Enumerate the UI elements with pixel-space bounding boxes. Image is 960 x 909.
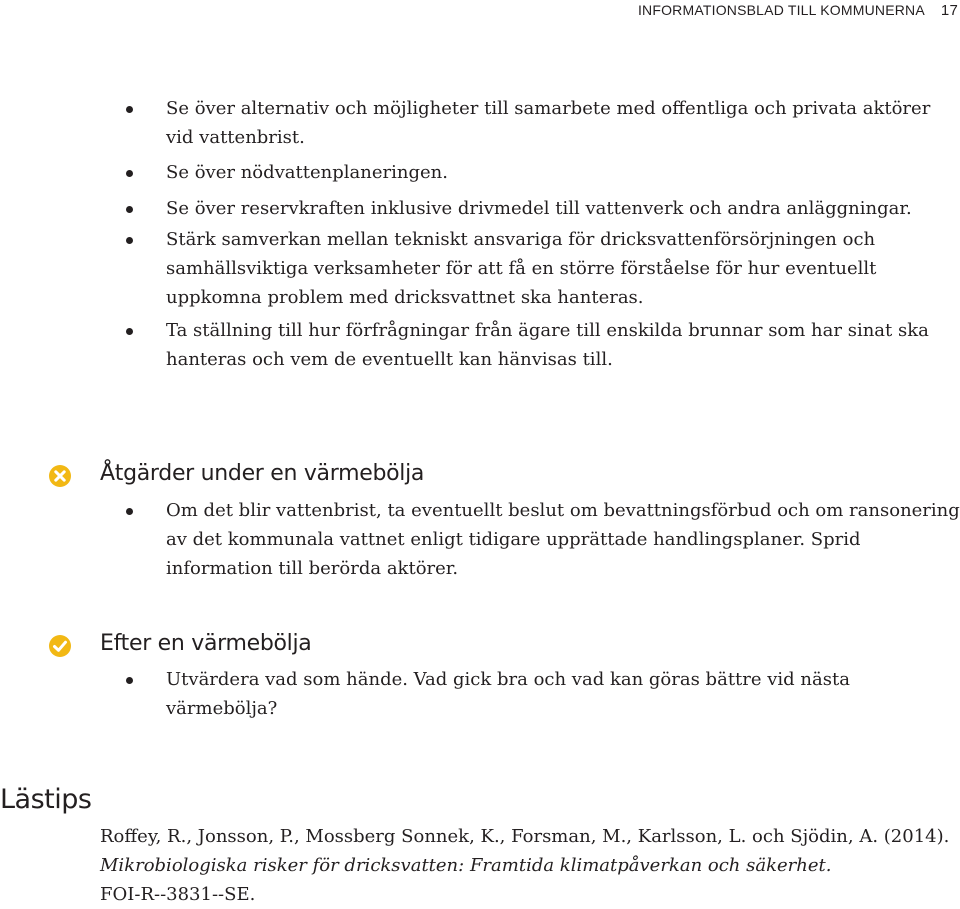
list-item-text: Se över reservkraften inklusive drivmedel till vattenverk och andra anläggningar. xyxy=(166,198,912,219)
bullet-dot xyxy=(126,170,133,177)
list-item-text: Se över nödvattenplaneringen. xyxy=(166,162,448,183)
list-item-text: Se över alternativ och möjligheter till samarbete med offentliga och privata aktörer vid vattenbrist. xyxy=(166,98,931,148)
reference-authors: Roffey, R., Jonsson, P., Mossberg Sonnek, K., Forsman, M., Karlsson, L. och Sjödin, A. (2014). xyxy=(100,826,950,847)
list-item-text: Om det blir vattenbrist, ta eventuellt beslut om bevattningsförbud och om ransonering av det kommunala vattnet enligt tidigare upprättade handlingsplaner. Sprid information till berörda aktörer. xyxy=(166,500,960,579)
x-circle-icon xyxy=(48,464,72,488)
bullet-dot xyxy=(126,106,133,113)
list-item xyxy=(0,316,960,374)
check-circle-icon xyxy=(48,634,72,658)
section-heading-after: Efter en värmebölja xyxy=(100,631,312,656)
list-item-text: Ta ställning till hur förfrågningar från ägare till enskilda brunnar som har sinat ska hanteras och vem de eventuellt kan hänvisas till. xyxy=(166,320,929,370)
list-item xyxy=(0,194,960,223)
list-item xyxy=(0,158,960,187)
list-item xyxy=(0,225,960,312)
list-item xyxy=(0,665,960,723)
page-number: 17 xyxy=(940,2,958,19)
list-item-text: Stärk samverkan mellan tekniskt ansvariga för dricksvattenförsörjningen och samhällsviktiga verksamheter för att få en större förståelse för hur eventuellt uppkomna problem med dricksvattnet ska hanteras. xyxy=(166,229,877,308)
after-list xyxy=(0,665,960,723)
reference-entry xyxy=(100,822,958,909)
running-title: INFORMATIONSBLAD TILL KOMMUNERNA xyxy=(637,2,925,18)
reference-report-number: FOI-R--3831--SE. xyxy=(100,884,256,905)
bullet-dot xyxy=(126,328,133,335)
bullet-dot xyxy=(126,508,133,515)
page-header xyxy=(638,2,960,24)
measures-list xyxy=(0,94,960,374)
bullet-dot xyxy=(126,237,133,244)
section-heading-during: Åtgärder under en värmebölja xyxy=(100,461,425,486)
list-item xyxy=(0,496,960,583)
reading-tips-title: Lästips xyxy=(0,784,92,815)
during-list xyxy=(0,496,960,583)
bullet-dot xyxy=(126,206,133,213)
list-item-text: Utvärdera vad som hände. Vad gick bra och vad kan göras bättre vid nästa värmebölja? xyxy=(166,669,850,719)
bullet-dot xyxy=(126,677,133,684)
list-item xyxy=(0,94,960,152)
reference-title: Mikrobiologiska risker för dricksvatten: Framtida klimatpåverkan och säkerhet. xyxy=(100,855,832,876)
